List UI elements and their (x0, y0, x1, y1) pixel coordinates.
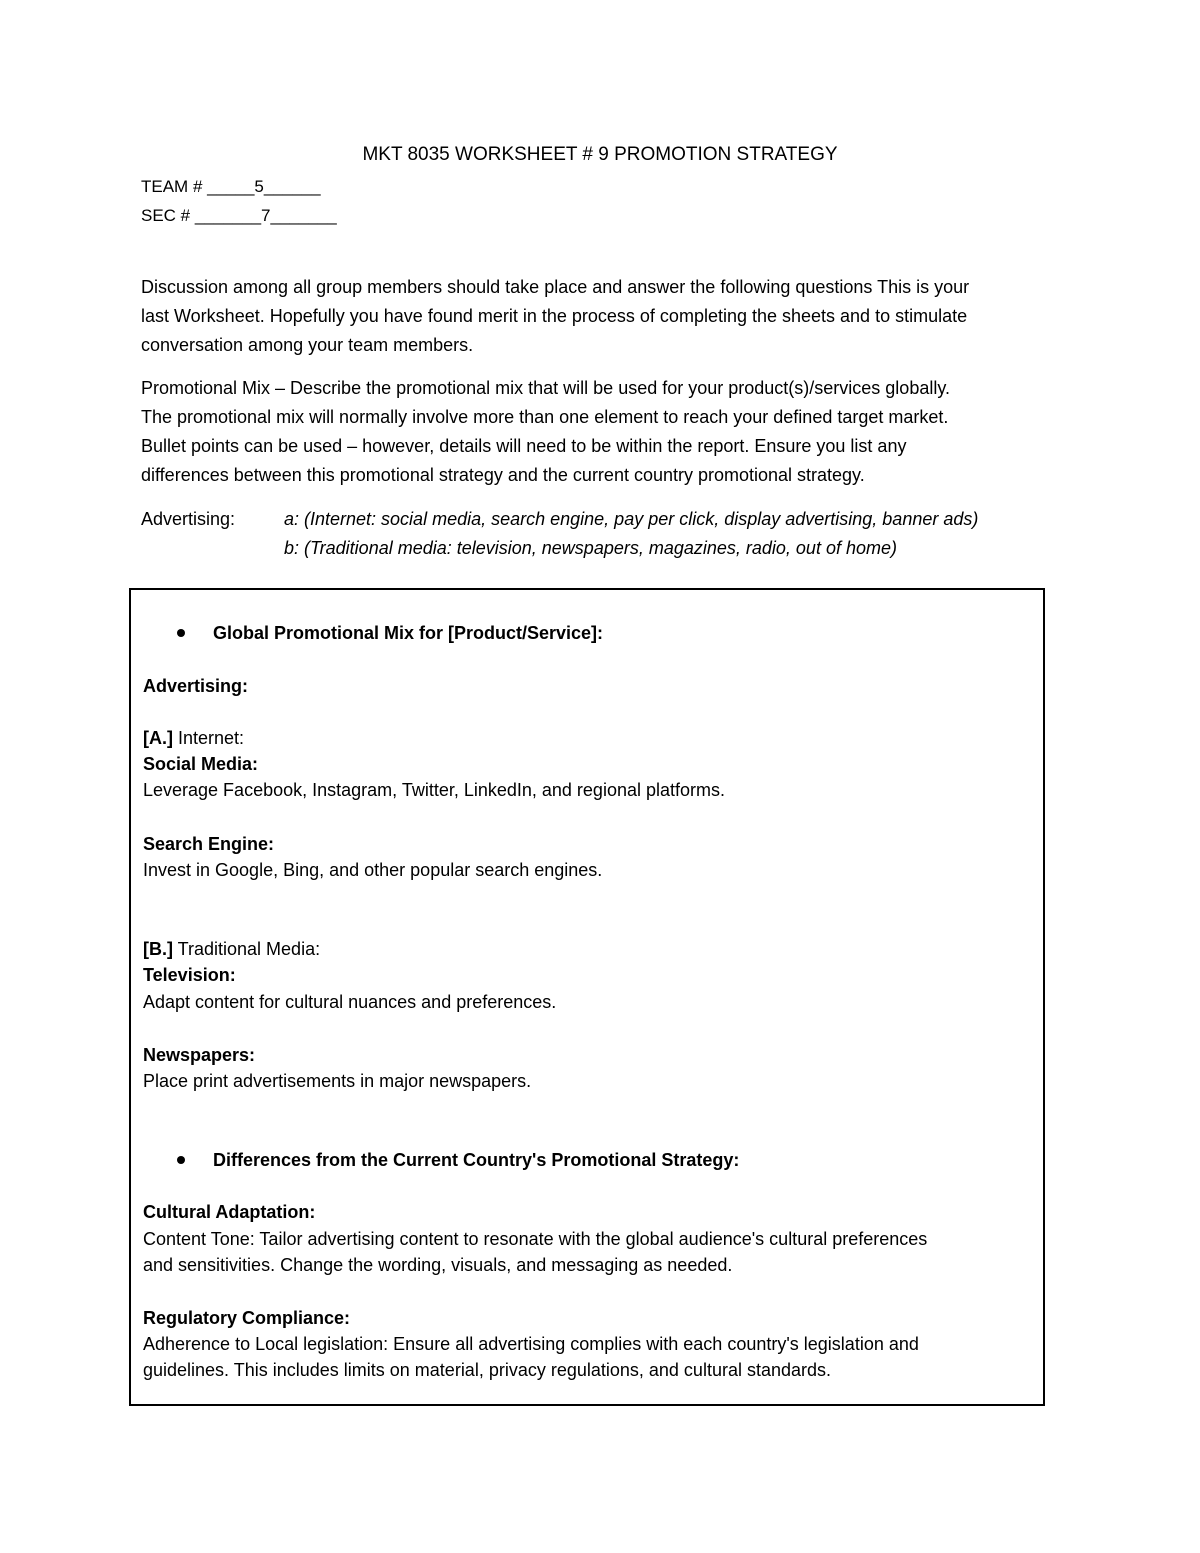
intro-paragraph (141, 273, 1071, 360)
newspapers-heading: Newspapers: (143, 1045, 256, 1065)
cultural-adaptation-heading: Cultural Adaptation: (143, 1202, 316, 1222)
page-title: MKT 8035 WORKSHEET # 9 PROMOTION STRATEGY (362, 144, 838, 165)
television-heading: Television: (143, 965, 236, 985)
advertising-label: Advertising: (141, 509, 236, 529)
promo-line: Promotional Mix – Describe the promotional mix that will be used for your product(s)/services globally. (141, 378, 950, 398)
social-media-heading: Social Media: (143, 754, 259, 774)
item-label: Traditional Media: (173, 939, 321, 959)
answer-box: Global Promotional Mix for [Product/Service]: Advertising: [A.] Internet: Social Media: Leverage Facebook, Instagram, Twitter, LinkedIn, and regional platforms. Search Engine: Invest in Google, Bing, and other popular search engines. [B.] Traditional Media: Television: Adapt content for cultural nuances and preferences. Newspapers: Place print advertisements in major newspapers. Differences from the Current Country's Promotional Strategy: Cultural Adaptation: Content Tone: Tailor advertising content to resonate with the global audience's cultural preferences and sensitivities. Change the wording, visuals, and messaging as needed. Regulatory Compliance: Adherence to Local legislation: Ensure all advertising complies with each country's legislation and guidelines. This includes limits on material, privacy regulations, and cultural standards. (129, 588, 1045, 1406)
internet-subheading (143, 725, 244, 751)
section-number: SEC # _______7_______ (141, 206, 337, 225)
advertising-option-list (284, 505, 978, 563)
advertising-heading: Advertising: (143, 676, 249, 696)
advertising-option-a: a: (Internet: social media, search engine, pay per click, display advertising, banner ads) (284, 509, 979, 529)
regulatory-compliance-line: Adherence to Local legislation: Ensure all advertising complies with each country's legislation and (143, 1334, 919, 1354)
item-label: Internet: (173, 728, 245, 748)
promo-line: differences between this promotional strategy and the current country promotional strategy. (141, 465, 865, 485)
regulatory-compliance-line: guidelines. This includes limits on material, privacy regulations, and cultural standards. (143, 1360, 832, 1380)
cultural-adaptation-line: Content Tone: Tailor advertising content to resonate with the global audience's cultural preferences (143, 1229, 928, 1249)
newspapers-text: Place print advertisements in major newspapers. (143, 1071, 532, 1091)
promo-line: Bullet points can be used – however, details will need to be within the report. Ensure you list any (141, 436, 907, 456)
bullet-icon (177, 629, 185, 637)
search-engine-heading: Search Engine: (143, 834, 275, 854)
regulatory-compliance-heading: Regulatory Compliance: (143, 1308, 351, 1328)
intro-line: Discussion among all group members should take place and answer the following questions This is your (141, 277, 970, 297)
social-media-text: Leverage Facebook, Instagram, Twitter, LinkedIn, and regional platforms. (143, 780, 725, 800)
promo-line: The promotional mix will normally involve more than one element to reach your defined target market. (141, 407, 949, 427)
item-marker: [A.] (143, 728, 173, 748)
team-number: TEAM # _____5______ (141, 177, 321, 196)
traditional-media-subheading (143, 936, 320, 962)
bullet-icon (177, 1156, 185, 1164)
item-marker: [B.] (143, 939, 173, 959)
cultural-adaptation-line: and sensitivities. Change the wording, visuals, and messaging as needed. (143, 1255, 733, 1275)
intro-line: last Worksheet. Hopefully you have found merit in the process of completing the sheets and to stimulate (141, 306, 968, 326)
advertising-option-b: b: (Traditional media: television, newspapers, magazines, radio, out of home) (284, 538, 897, 558)
intro-line: conversation among your team members. (141, 335, 474, 355)
promo-mix-paragraph (141, 374, 1071, 490)
television-text: Adapt content for cultural nuances and preferences. (143, 992, 557, 1012)
search-engine-text: Invest in Google, Bing, and other popular search engines. (143, 860, 603, 880)
